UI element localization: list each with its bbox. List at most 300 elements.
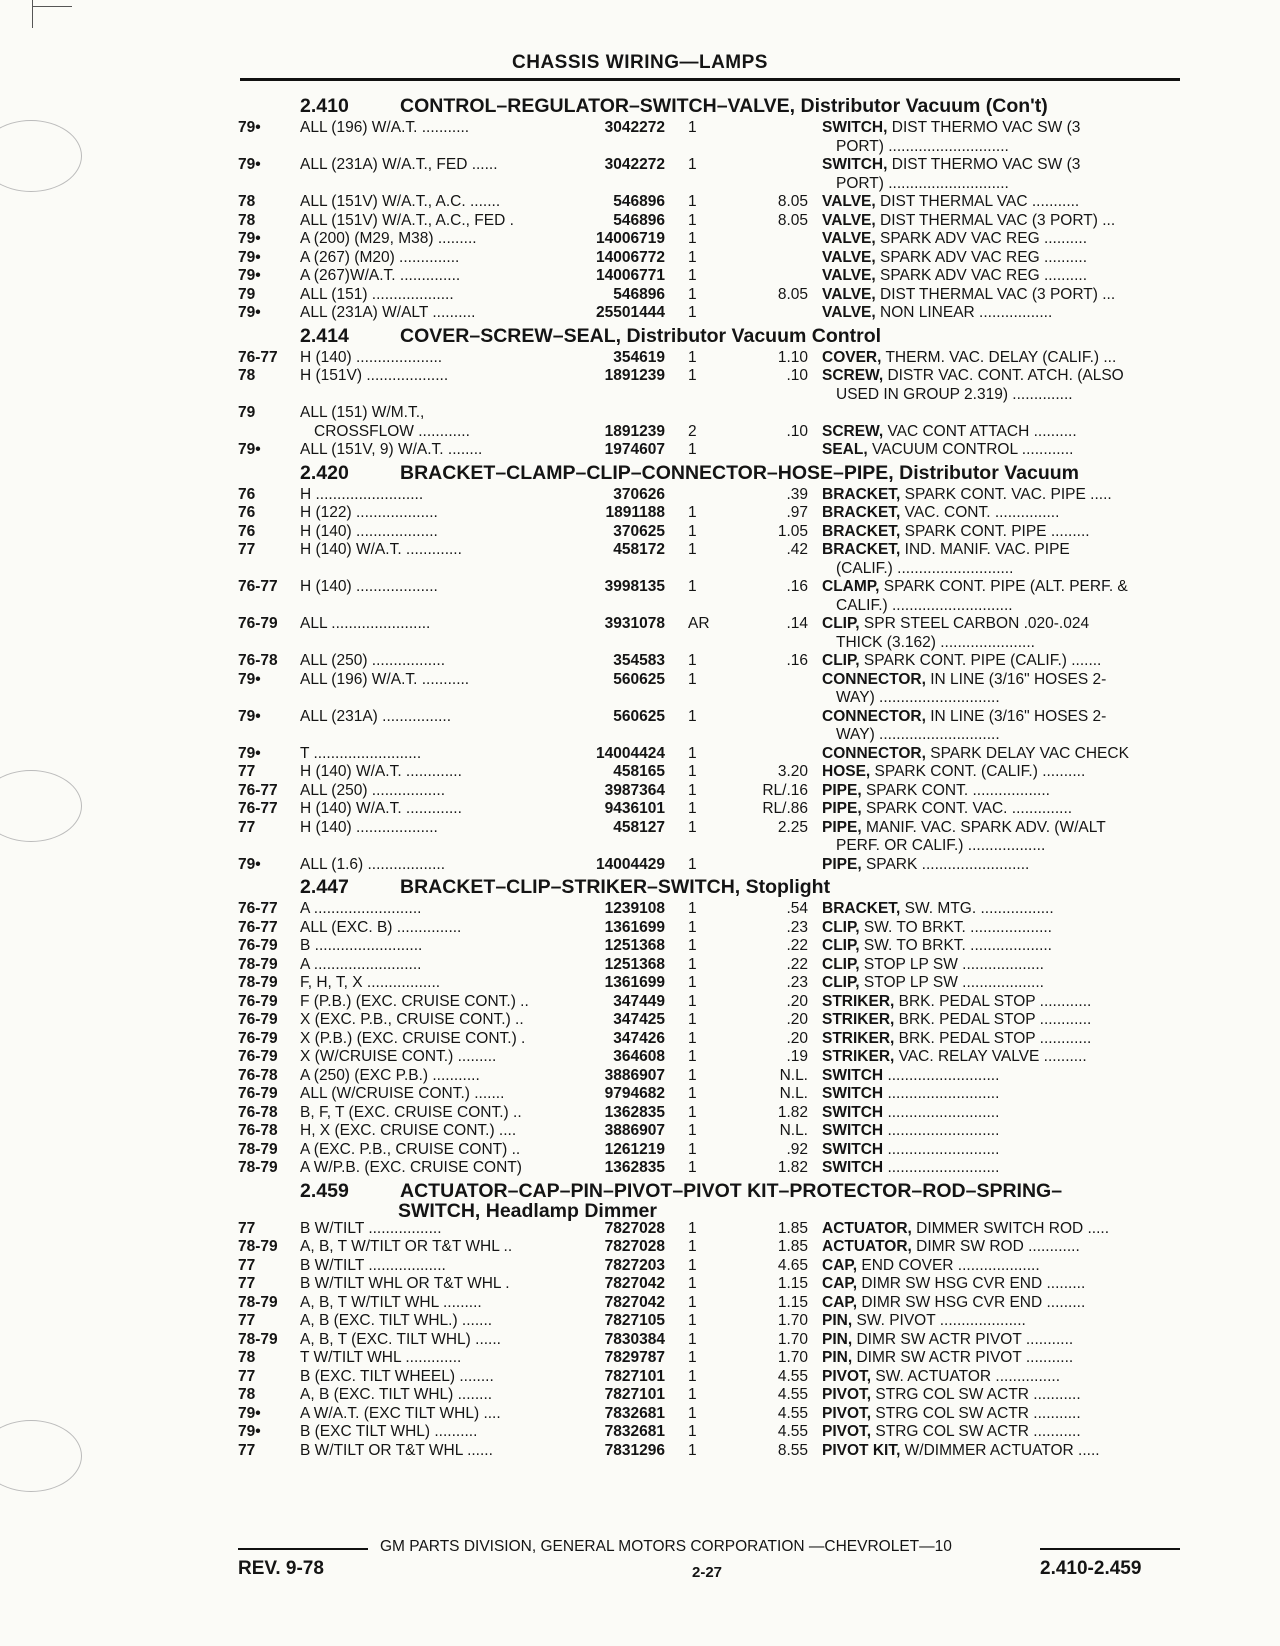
quantity: 1: [688, 800, 697, 817]
quantity: 1: [688, 652, 697, 669]
item-name: SWITCH: [822, 1085, 884, 1102]
description: [822, 212, 1182, 230]
item-detail: ..........................: [883, 1066, 1000, 1084]
quantity: 1: [688, 1330, 697, 1348]
model-year: 77: [238, 763, 256, 780]
part-row: [0, 1422, 1280, 1441]
item-name: CAP,: [822, 1275, 858, 1292]
item-detail: SW. MTG. .................: [900, 900, 1054, 917]
item-name: CLIP,: [822, 955, 860, 973]
part-row: [0, 440, 1280, 459]
item-name: PIPE,: [822, 855, 862, 873]
item-name: CONNECTOR,: [822, 670, 926, 688]
description: [822, 800, 1182, 818]
quantity: 2: [688, 422, 697, 440]
item-detail: BRK. PEDAL STOP ............: [894, 1029, 1092, 1047]
price: 1.70: [777, 1312, 808, 1329]
model-year: 79•: [238, 441, 261, 458]
part-number: 1239108: [604, 900, 665, 917]
price: 1.15: [777, 1275, 808, 1292]
part-row: [0, 118, 1280, 155]
quantity: 1: [688, 348, 697, 366]
quantity: 1: [688, 1386, 697, 1403]
part-number: 3886907: [604, 1066, 665, 1084]
model-year: 79•: [238, 1404, 261, 1422]
quantity: 1: [688, 818, 697, 836]
application-continued: CROSSFLOW ............: [314, 422, 470, 440]
description-continued: WAY) ............................: [836, 726, 1000, 743]
item-detail: DIMR SW HSG CVR END .........: [857, 1275, 1086, 1292]
part-row: [0, 577, 1280, 614]
price: N.L.: [779, 1122, 808, 1139]
item-detail: DIMR SW HSG CVR END .........: [857, 1293, 1086, 1311]
price: .20: [786, 992, 808, 1010]
application: A .........................: [300, 900, 422, 917]
quantity: 1: [688, 211, 697, 229]
description-continued: PORT) ............................: [836, 137, 1009, 155]
item-name: VALVE,: [822, 211, 876, 229]
application: H (140) ....................: [300, 348, 443, 366]
part-number: 546896: [613, 211, 665, 229]
quantity: 1: [688, 855, 697, 873]
price: 8.55: [777, 1441, 808, 1459]
quantity: 1: [688, 1256, 697, 1274]
description-continued: USED IN GROUP 2.319) ..............: [836, 385, 1073, 403]
model-year: 79•: [238, 304, 261, 321]
part-number: 9436101: [604, 800, 665, 817]
application: A, B, T W/TILT OR T&T WHL ..: [300, 1238, 513, 1255]
quantity: 1: [688, 1066, 697, 1084]
item-detail: SPARK CONT. (CALIF.) ..........: [870, 763, 1086, 780]
price: .14: [786, 615, 808, 632]
corner-crop-mark-horizontal: [32, 6, 72, 7]
application: B W/TILT WHL OR T&T WHL .: [300, 1275, 510, 1292]
item-detail: SPR STEEL CARBON .020-.024: [859, 615, 1090, 632]
application: B W/TILT .................: [300, 1219, 442, 1237]
quantity: 1: [688, 1048, 697, 1065]
model-year: 79•: [238, 707, 261, 725]
model-year: 78: [238, 367, 256, 384]
price: .19: [786, 1048, 808, 1065]
part-number: 458165: [613, 763, 665, 780]
part-row: [0, 1404, 1280, 1423]
part-row: [0, 485, 1280, 504]
model-year: 76-78: [238, 1122, 278, 1139]
description-continued: (CALIF.) ...........................: [836, 559, 1014, 577]
model-year: 79•: [238, 156, 261, 173]
part-row: [0, 1385, 1280, 1404]
description: [822, 441, 1182, 459]
part-number: 7831296: [604, 1441, 665, 1459]
model-year: 77: [238, 1256, 256, 1274]
item-detail: SW. TO BRKT. ...................: [859, 937, 1052, 954]
application: B .........................: [300, 937, 423, 954]
item-name: SWITCH: [822, 1122, 884, 1139]
part-row: [0, 1140, 1280, 1159]
part-row: [0, 155, 1280, 192]
part-number: 3042272: [604, 119, 665, 136]
item-name: VALVE,: [822, 230, 876, 247]
item-detail: SPARK CONT. PIPE (CALIF.) .......: [859, 652, 1102, 669]
part-row: [0, 1330, 1280, 1349]
description-continued: CALIF.) ............................: [836, 596, 1013, 614]
part-number: 1261219: [604, 1140, 665, 1158]
price: RL/.86: [762, 800, 808, 817]
application: X (W/CRUISE CONT.) .........: [300, 1048, 497, 1065]
model-year: 78-79: [238, 1238, 278, 1255]
footer-page-number: 2-27: [692, 1564, 723, 1581]
quantity: AR: [688, 615, 710, 632]
application: X (P.B.) (EXC. CRUISE CONT.) .: [300, 1029, 526, 1047]
model-year: 77: [238, 818, 256, 836]
application: A (267) (M20) ..............: [300, 248, 460, 266]
part-number: 7827101: [604, 1367, 665, 1385]
item-detail: DIMR SW ACTR PIVOT ...........: [852, 1349, 1074, 1366]
quantity: 1: [688, 1159, 697, 1176]
part-row: [0, 522, 1280, 541]
item-name: SCREW,: [822, 422, 884, 440]
part-row: [0, 918, 1280, 937]
model-year: 78-79: [238, 955, 278, 973]
section-number: 2.447: [300, 876, 349, 898]
price: .23: [786, 918, 808, 936]
application: B (EXC. TILT WHEEL) ........: [300, 1367, 494, 1385]
application: H (140) W/A.T. .............: [300, 541, 462, 558]
item-name: VALVE,: [822, 248, 876, 266]
application: ALL (151V) W/A.T., A.C., FED .: [300, 211, 514, 229]
item-name: BRACKET,: [822, 504, 901, 521]
part-row: [0, 1010, 1280, 1029]
price: .23: [786, 974, 808, 991]
quantity: 1: [688, 1140, 697, 1158]
part-row: [0, 503, 1280, 522]
application: H (140) ...................: [300, 818, 438, 836]
quantity: 1: [688, 156, 697, 173]
quantity: 1: [688, 1219, 697, 1237]
item-detail: DIST THERMAL VAC (3 PORT) ...: [875, 285, 1116, 303]
quantity: 1: [688, 1238, 697, 1255]
part-number: 14006772: [596, 248, 665, 266]
model-year: 77: [238, 541, 256, 558]
part-row: [0, 540, 1280, 577]
application: H (140) W/A.T. .............: [300, 763, 462, 780]
item-name: ACTUATOR,: [822, 1219, 912, 1237]
footer-publisher: GM PARTS DIVISION, GENERAL MOTORS CORPORATION —CHEVROLET—10: [380, 1538, 952, 1555]
quantity: 1: [688, 1441, 697, 1459]
part-number: 1251368: [604, 937, 665, 954]
quantity: 1: [688, 504, 697, 521]
price: 1.15: [777, 1293, 808, 1311]
part-row: [0, 403, 1280, 440]
model-year: 76-79: [238, 992, 278, 1010]
quantity: 1: [688, 1029, 697, 1047]
price: .10: [786, 367, 808, 384]
price: N.L.: [779, 1066, 808, 1084]
item-name: VALVE,: [822, 285, 876, 303]
application: ALL (196) W/A.T. ...........: [300, 670, 470, 688]
item-detail: SW. ACTUATOR ...............: [871, 1367, 1061, 1385]
part-row: [0, 348, 1280, 367]
part-number: 354619: [613, 348, 665, 366]
item-detail: W/DIMMER ACTUATOR .....: [900, 1441, 1100, 1459]
item-detail: SPARK DELAY VAC CHECK: [925, 744, 1129, 762]
model-year: 79•: [238, 855, 261, 873]
item-detail: DIMMER SWITCH ROD .....: [911, 1219, 1110, 1237]
quantity: 1: [688, 230, 697, 247]
item-name: STRIKER,: [822, 1011, 895, 1028]
model-year: 76-77: [238, 348, 278, 366]
quantity: 1: [688, 744, 697, 762]
part-number: 7827042: [604, 1293, 665, 1311]
section-title: COVER–SCREW–SEAL, Distributor Vacuum Control: [400, 324, 882, 347]
price: 1.70: [777, 1330, 808, 1348]
application: ALL (151) W/M.T.,: [300, 404, 425, 421]
quantity: 1: [688, 1423, 697, 1440]
item-detail: ..........................: [883, 1159, 1000, 1176]
part-row: [0, 192, 1280, 211]
item-detail: SPARK ADV VAC REG ..........: [875, 248, 1088, 266]
description: [822, 541, 1182, 559]
quantity: 1: [688, 992, 697, 1010]
item-detail: DIST THERMO VAC SW (3: [887, 119, 1081, 136]
application: ALL (250) .................: [300, 781, 446, 799]
description: [822, 267, 1182, 285]
part-row: [0, 744, 1280, 763]
price: RL/.16: [762, 781, 808, 799]
price: 3.20: [777, 763, 808, 780]
item-detail: SPARK ADV VAC REG ..........: [875, 267, 1088, 284]
model-year: 76-78: [238, 1066, 278, 1084]
model-year: 79•: [238, 744, 261, 762]
model-year: 76: [238, 504, 256, 521]
description: [822, 745, 1182, 763]
part-number: 1362835: [604, 1159, 665, 1176]
description: [822, 423, 1182, 441]
description: [822, 1085, 1182, 1103]
section-heading: [0, 322, 1280, 348]
model-year: 78-79: [238, 1159, 278, 1176]
part-row: [0, 1348, 1280, 1367]
description-continued: WAY) ............................: [836, 689, 1000, 706]
description: [822, 956, 1182, 974]
model-year: 78-79: [238, 1330, 278, 1348]
description: [822, 230, 1182, 248]
description: [822, 1048, 1182, 1066]
description: [822, 1122, 1182, 1140]
model-year: 76-77: [238, 578, 278, 595]
item-name: BRACKET,: [822, 900, 901, 917]
description: [822, 1368, 1182, 1386]
item-name: PIVOT,: [822, 1404, 872, 1422]
page-title: CHASSIS WIRING—LAMPS: [512, 52, 768, 73]
part-number: 354583: [613, 652, 665, 669]
part-row: [0, 762, 1280, 781]
part-row: [0, 1256, 1280, 1275]
model-year: 76: [238, 522, 256, 540]
part-number: 347449: [613, 992, 665, 1010]
description: [822, 1067, 1182, 1085]
section-title: CONTROL–REGULATOR–SWITCH–VALVE, Distributor Vacuum (Con't): [400, 95, 1048, 117]
part-number: 458172: [613, 541, 665, 558]
model-year: 79•: [238, 119, 261, 136]
price: 1.82: [777, 1159, 808, 1176]
item-detail: IN LINE (3/16" HOSES 2-: [925, 707, 1107, 725]
description: [822, 578, 1182, 596]
part-row: [0, 1293, 1280, 1312]
part-number: 7827028: [604, 1238, 665, 1255]
quantity: 1: [688, 119, 697, 136]
part-row: [0, 1311, 1280, 1330]
item-name: SEAL,: [822, 441, 868, 458]
part-number: 1891239: [604, 367, 665, 384]
part-row: [0, 303, 1280, 322]
part-row: [0, 1441, 1280, 1460]
application: ALL (151V, 9) W/A.T. ........: [300, 441, 483, 458]
description: [822, 119, 1182, 137]
item-name: PIVOT,: [822, 1423, 872, 1440]
item-name: CONNECTOR,: [822, 744, 926, 762]
item-detail: SPARK .........................: [861, 855, 1030, 873]
item-name: SWITCH: [822, 1140, 884, 1158]
part-number: 7827203: [604, 1256, 665, 1274]
footer-group-range: 2.410-2.459: [1040, 1558, 1142, 1579]
price: 1.85: [777, 1238, 808, 1255]
model-year: 76-79: [238, 615, 278, 632]
application: ALL (151) ...................: [300, 285, 454, 303]
application: H (122) ...................: [300, 504, 438, 521]
corner-crop-mark: [32, 0, 33, 28]
application: ALL .......................: [300, 615, 431, 632]
quantity: 1: [688, 1122, 697, 1139]
item-detail: STRG COL SW ACTR ...........: [871, 1423, 1081, 1440]
description: [822, 763, 1182, 781]
item-name: PIN,: [822, 1349, 853, 1366]
price: 1.10: [777, 348, 808, 366]
price: 1.05: [777, 522, 808, 540]
item-name: PIVOT,: [822, 1367, 872, 1385]
section-number: 2.420: [300, 461, 349, 484]
description: [822, 615, 1182, 633]
part-number: 1891188: [605, 504, 665, 521]
part-number: 14006771: [596, 267, 665, 284]
model-year: 79•: [238, 230, 261, 247]
model-year: 76-77: [238, 900, 278, 917]
application: A, B (EXC. TILT WHL) ........: [300, 1386, 493, 1403]
part-number: 9794682: [604, 1085, 665, 1102]
description: [822, 349, 1182, 367]
part-row: [0, 973, 1280, 992]
part-row: [0, 936, 1280, 955]
description: [822, 1442, 1182, 1460]
quantity: 1: [688, 304, 697, 321]
item-name: VALVE,: [822, 193, 876, 210]
item-detail: SPARK CONT. ..................: [861, 781, 1050, 799]
model-year: 78-79: [238, 1140, 278, 1158]
part-number: 370625: [613, 522, 665, 540]
price: 1.70: [777, 1349, 808, 1366]
application: ALL (151V) W/A.T., A.C. .......: [300, 193, 501, 210]
description: [822, 1030, 1182, 1048]
description: [822, 523, 1182, 541]
part-row: [0, 1103, 1280, 1122]
item-detail: DIST THERMAL VAC ...........: [875, 193, 1080, 210]
application: A, B (EXC. TILT WHL.) .......: [300, 1312, 493, 1329]
description: [822, 1141, 1182, 1159]
description: [822, 1423, 1182, 1441]
quantity: 1: [688, 670, 697, 688]
model-year: 76-79: [238, 1011, 278, 1028]
quantity: 1: [688, 1293, 697, 1311]
part-number: 1251368: [604, 955, 665, 973]
part-row: [0, 1274, 1280, 1293]
quantity: 1: [688, 1085, 697, 1102]
item-detail: SPARK ADV VAC REG ..........: [875, 230, 1088, 247]
item-name: VALVE,: [822, 304, 876, 321]
application: T W/TILT WHL .............: [300, 1349, 462, 1366]
model-year: 76-79: [238, 1029, 278, 1047]
price: 4.55: [777, 1404, 808, 1422]
item-detail: STRG COL SW ACTR ...........: [871, 1404, 1081, 1422]
description: [822, 937, 1182, 955]
quantity: 1: [688, 1312, 697, 1329]
quantity: 1: [688, 918, 697, 936]
quantity: 1: [688, 955, 697, 973]
item-name: HOSE,: [822, 763, 871, 780]
part-number: 3998135: [604, 578, 665, 595]
description: [822, 1405, 1182, 1423]
part-number: 7832681: [604, 1423, 665, 1440]
item-name: PIPE,: [822, 781, 862, 799]
item-name: VALVE,: [822, 267, 876, 284]
description: [822, 819, 1182, 837]
part-number: 546896: [613, 193, 665, 210]
part-row: [0, 1029, 1280, 1048]
application: B, F, T (EXC. CRUISE CONT.) ..: [300, 1103, 522, 1121]
model-year: 77: [238, 1275, 256, 1292]
description-continued: THICK (3.162) ......................: [836, 633, 1035, 651]
application: B W/TILT ..................: [300, 1256, 446, 1274]
part-number: 347426: [613, 1029, 665, 1047]
part-row: [0, 707, 1280, 744]
description: [822, 1011, 1182, 1029]
model-year: 76-77: [238, 918, 278, 936]
section-title: BRACKET–CLAMP–CLIP–CONNECTOR–HOSE–PIPE, Distributor Vacuum: [400, 461, 1080, 484]
item-detail: SPARK CONT. VAC. ..............: [861, 800, 1073, 817]
price: .22: [786, 955, 808, 973]
part-number: 7827105: [604, 1312, 665, 1329]
item-name: SCREW,: [822, 367, 884, 384]
price: .42: [786, 541, 808, 558]
application: ALL (231A) W/A.T., FED ......: [300, 156, 498, 173]
price: 4.65: [777, 1256, 808, 1274]
quantity: 1: [688, 1404, 697, 1422]
quantity: 1: [688, 193, 697, 210]
quantity: 1: [688, 900, 697, 917]
part-number: 7829787: [604, 1349, 665, 1366]
part-number: 347425: [613, 1011, 665, 1028]
item-detail: IN LINE (3/16" HOSES 2-: [925, 670, 1107, 688]
part-number: 14006719: [596, 230, 665, 247]
price: 4.55: [777, 1423, 808, 1440]
item-name: CAP,: [822, 1293, 858, 1311]
application: A (250) (EXC P.B.) ...........: [300, 1066, 480, 1084]
part-row: [0, 955, 1280, 974]
description: [822, 249, 1182, 267]
part-row: [0, 992, 1280, 1011]
application: F (P.B.) (EXC. CRUISE CONT.) ..: [300, 992, 529, 1010]
description: [822, 1275, 1182, 1293]
model-year: 78-79: [238, 974, 278, 991]
